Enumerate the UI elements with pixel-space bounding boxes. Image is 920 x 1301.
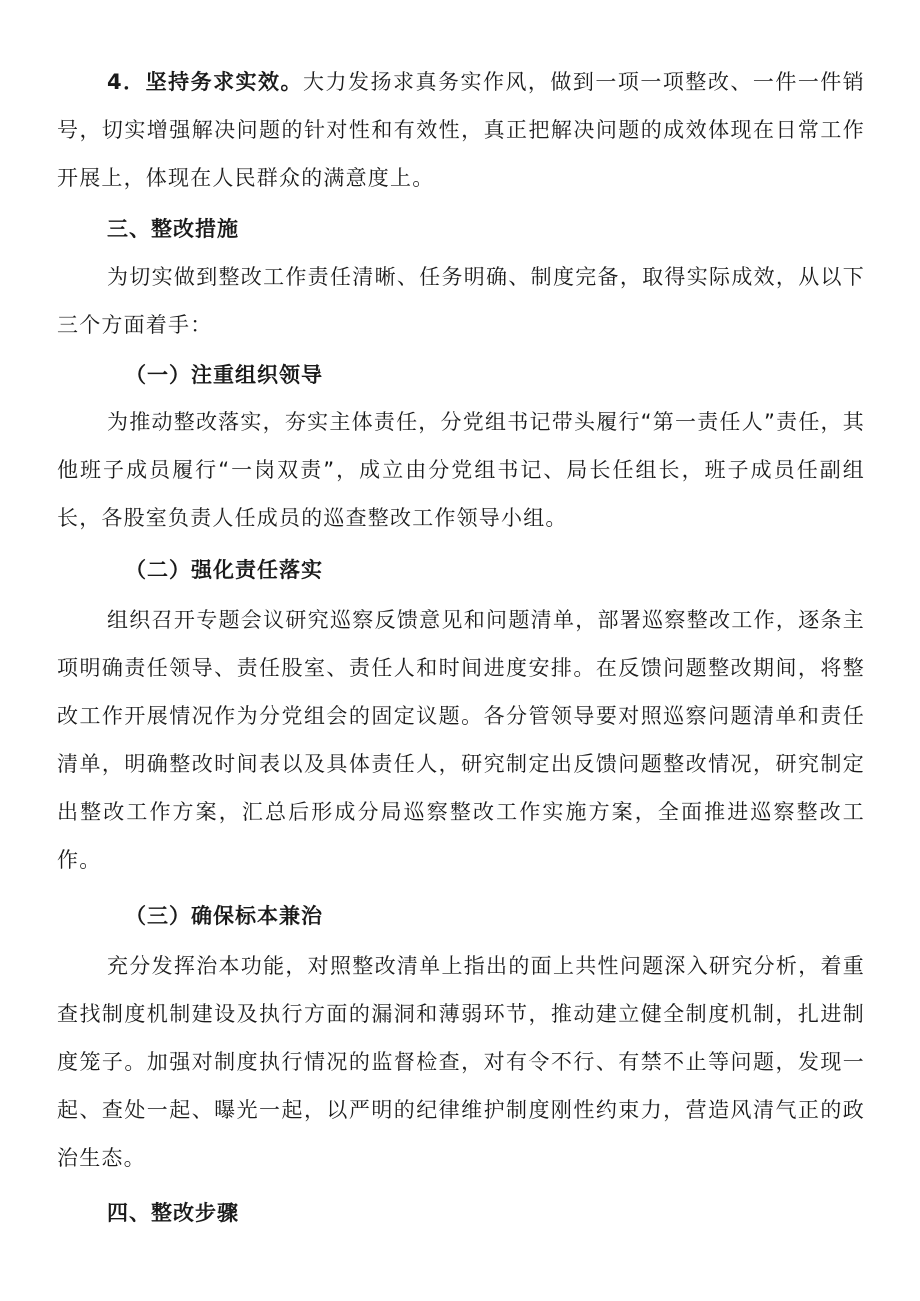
- point-4-lead: 4．坚持务求实效。: [107, 70, 304, 94]
- paragraph-responsibility: 组织召开专题会议研究巡察反馈意见和问题清单，部署巡察整改工作，逐条主项明确责任领导、责任股室、责任人和时间进度安排。在反馈问题整改期间，将整改工作开展情况作为分党组会的固定议题。各分管领导要对照巡察问题清单和责任清单，明确整改时间表以及具体责任人，研究制定出反馈问题整改情况，研究制定出整改工作方案，汇总后形成分局巡察整改工作实施方案，全面推进巡察整改工作。: [57, 608, 865, 872]
- subheading-3: （三）确保标本兼治: [125, 904, 323, 928]
- subheading-1: （一）注重组织领导: [125, 363, 323, 387]
- paragraph-point-4: [57, 58, 865, 202]
- section-heading-3: 三、整改措施: [107, 217, 239, 241]
- paragraph-intro-measures: 为切实做到整改工作责任清晰、任务明确、制度完备，取得实际成效，从以下三个方面着手：: [57, 265, 865, 337]
- paragraph-organization: 为推动整改落实，夯实主体责任，分党组书记带头履行“第一责任人”责任，其他班子成员履行“一岗双责”，成立由分党组书记、局长任组长，班子成员任副组长，各股室负责人任成员的巡查整改工作领导小组。: [57, 410, 865, 530]
- paragraph-root-cause: 充分发挥治本功能，对照整改清单上指出的面上共性问题深入研究分析，着重查找制度机制建设及执行方面的漏洞和薄弱环节，推动建立健全制度机制，扎进制度笼子。加强对制度执行情况的监督检查，对有令不行、有禁不止等问题，发现一起、查处一起、曝光一起，以严明的纪律维护制度刚性约束力，营造风清气正的政治生态。: [57, 954, 865, 1170]
- subheading-2: （二）强化责任落实: [125, 558, 323, 582]
- point-4-body: 大力发扬求真务实作风，做到一项一项整改、一件一件销号，切实增强解决问题的针对性和有效性，真正把解决问题的成效体现在日常工作开展上，体现在人民群众的满意度上。: [57, 70, 865, 190]
- section-heading-4: 四、整改步骤: [107, 1201, 239, 1225]
